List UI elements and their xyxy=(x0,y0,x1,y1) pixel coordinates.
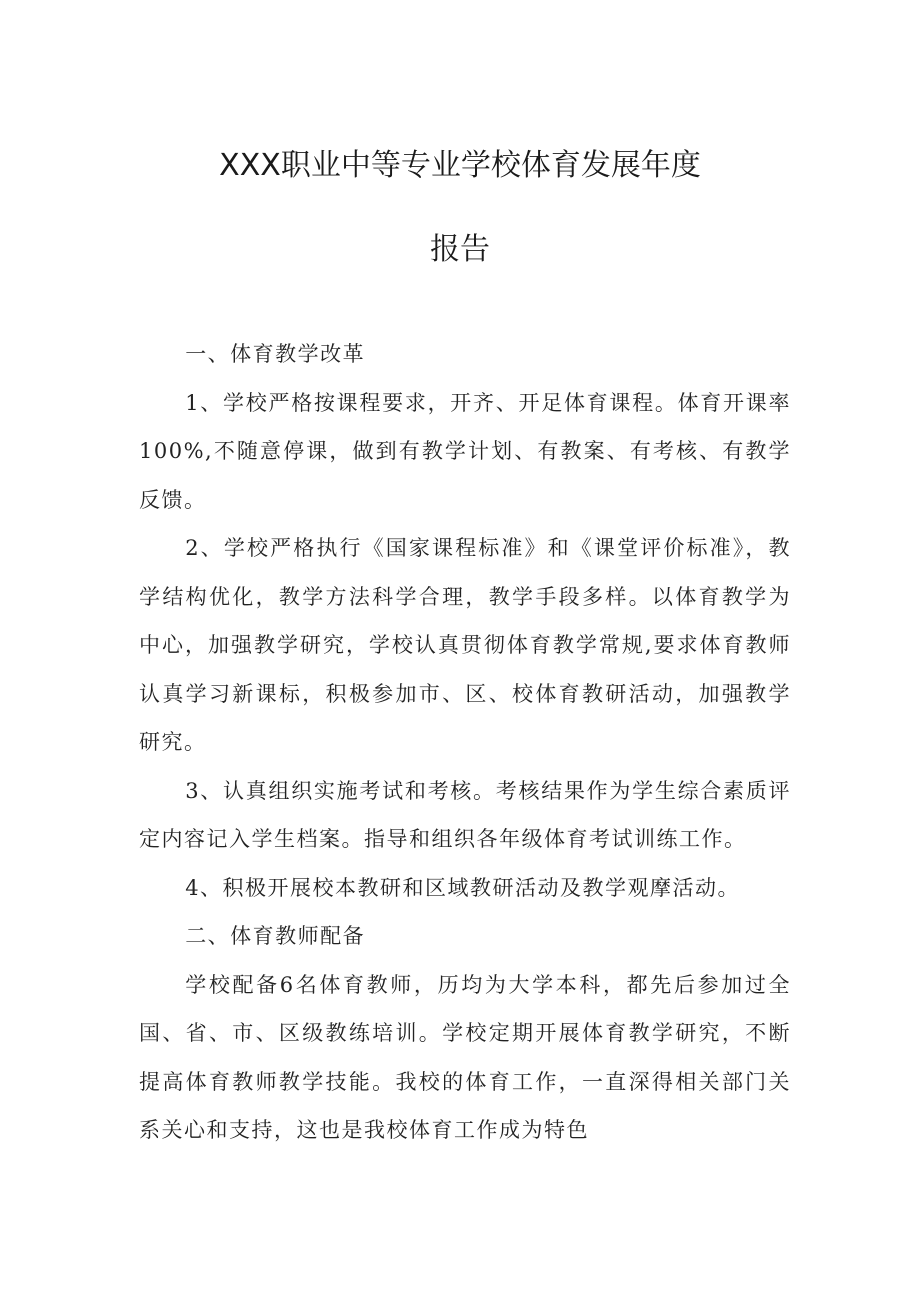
paragraph-item-1: 1、学校严格按课程要求，开齐、开足体育课程。体育开课率100%,不随意停课，做到有教学计划、有教案、有考核、有教学反馈。 xyxy=(139,390,791,512)
paragraph-item-3: 3、认真组织实施考试和考核。考核结果作为学生综合素质评定内容记入学生档案。指导和组织各年级体育考试训练工作。 xyxy=(139,778,791,851)
document-body xyxy=(139,330,791,1155)
document-title-line-1: XXX职业中等专业学校体育发展年度 xyxy=(219,148,701,183)
document-title-line-2: 报告 xyxy=(430,232,490,267)
section-heading-teacher-staffing: 二、体育教师配备 xyxy=(185,924,366,948)
section-heading-teaching-reform: 一、体育教学改革 xyxy=(185,342,366,366)
paragraph-item-2: 2、学校严格执行《国家课程标准》和《课堂评价标准》，教学结构优化，教学方法科学合理，教学手段多样。以体育教学为中心，加强教学研究，学校认真贯彻体育教学常规,要求体育教师认真学习新课标，积极参加市、区、校体育教研活动，加强教学研究。 xyxy=(139,536,791,754)
paragraph-item-4: 4、积极开展校本教研和区域教研活动及教学观摩活动。 xyxy=(185,875,741,900)
paragraph-teacher-staffing: 学校配备6名体育教师，历均为大学本科，都先后参加过全国、省、市、区级教练培训。学校定期开展体育教学研究，不断提高体育教师教学技能。我校的体育工作，一直深得相关部门关系关心和支持，这也是我校体育工作成为特色 xyxy=(139,972,791,1142)
